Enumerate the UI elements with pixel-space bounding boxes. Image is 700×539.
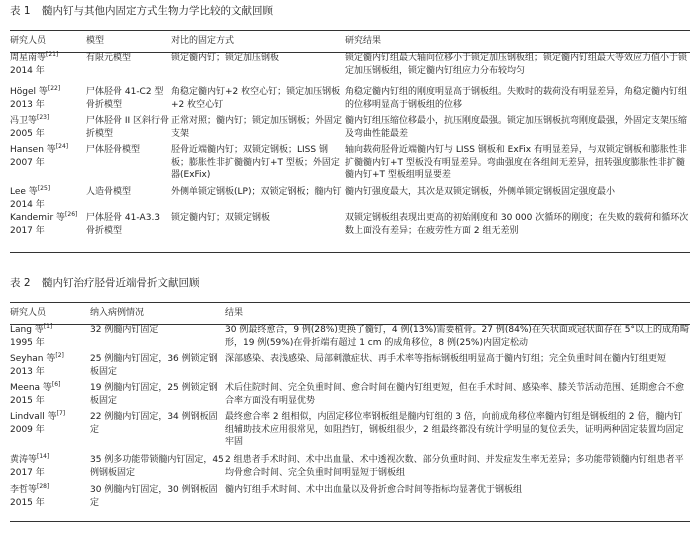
citation-ref: [1] xyxy=(43,323,53,330)
pub-year: 2017 年 xyxy=(10,467,45,478)
table1-header-results: 研究结果 xyxy=(345,36,382,47)
author-name: Högel 等 xyxy=(10,87,48,97)
table-row xyxy=(10,52,690,86)
author-cell xyxy=(10,454,90,484)
citation-ref: [28] xyxy=(37,483,50,490)
table1-caption xyxy=(10,4,273,18)
model-cell: 尸体胫骨 41-C2 型骨折模型 xyxy=(86,87,164,110)
results-cell: 锁定髓内钉组最大轴向位移小于锁定加压钢板组；锁定髓内钉组最大等效应力值小于锁定加压钢板组，锁定髓内钉组应力分布较均匀 xyxy=(345,53,688,76)
author-name: Lindvall 等 xyxy=(10,412,57,422)
table-row xyxy=(10,454,690,484)
citation-ref: [24] xyxy=(55,143,69,150)
cases-cell: 19 例髓内钉固定，25 例锁定钢板固定 xyxy=(90,383,218,406)
methods-cell: 角稳定髓内钉+2 枚空心钉；锁定加压钢板+2 枚空心钉 xyxy=(171,87,341,110)
pub-year: 2015 年 xyxy=(10,395,45,406)
table1 xyxy=(10,31,690,242)
table-row xyxy=(10,144,690,186)
methods-cell: 锁定髓内钉；锁定加压钢板 xyxy=(171,53,280,63)
cases-cell: 32 例髓内钉固定 xyxy=(90,325,159,335)
cases-cell: 30 例髓内钉固定，30 例钢板固定 xyxy=(90,485,218,508)
table2-title: 髓内钉治疗胫骨近端骨折文献回顾 xyxy=(42,277,200,289)
author-name: 李哲等 xyxy=(10,485,38,495)
results-cell: 2 组患者手术时间、术中出血量、术中透视次数、部分负重时间、并发症发生率无差异；多功能带锁髓内钉组患者平均骨愈合时间、完全负重时间明显短于钢板组 xyxy=(225,455,684,478)
pub-year: 2014 年 xyxy=(10,65,45,76)
citation-ref: [2] xyxy=(55,352,64,359)
author-cell xyxy=(10,484,90,510)
author-cell xyxy=(10,144,86,186)
author-cell xyxy=(10,212,86,242)
pub-year: 1995 年 xyxy=(10,337,45,348)
citation-ref: [21] xyxy=(46,51,59,58)
results-cell: 最终愈合率 2 组相似，内固定移位率钢板组是髓内钉组的 3 倍，向前成角移位率髓内钉组是钢板组的 2 倍，髓内钉组辅助技术应用很常见，如阻挡钉，钢板组很少，2 组最终都没有统计学明显的复位丢失，证明两种固定装置均固定牢固 xyxy=(225,412,684,447)
methods-cell: 锁定髓内钉；双锁定钢板 xyxy=(171,213,271,223)
author-name: 冯卫等 xyxy=(10,116,38,126)
cases-cell: 25 例髓内钉固定，36 例锁定钢板固定 xyxy=(90,354,218,377)
citation-ref: [22] xyxy=(47,85,61,92)
author-name: Lang 等 xyxy=(10,325,44,335)
table1-header-methods: 对比的固定方式 xyxy=(171,36,235,47)
author-cell xyxy=(10,353,90,382)
table1-title: 髓内钉与其他内固定方式生物力学比较的文献回顾 xyxy=(42,5,273,17)
table2-caption xyxy=(10,276,200,290)
author-cell xyxy=(10,382,90,411)
results-cell: 30 例最终愈合，9 例(28%)更换了髓钉，4 例(13%)需要植骨。27 例(84%)在矢状面或冠状面存在 5°以上的成角畸形，19 例(59%)在骨折端有超过 1 cm 的成角移位，8 例(25%)内固定松动 xyxy=(225,325,689,348)
table-row xyxy=(10,324,690,353)
citation-ref: [7] xyxy=(56,410,66,417)
table-row xyxy=(10,115,690,144)
author-cell xyxy=(10,52,86,86)
author-cell xyxy=(10,324,90,353)
table-row xyxy=(10,212,690,242)
author-name: Seyhan 等 xyxy=(10,354,56,364)
pub-year: 2009 年 xyxy=(10,424,45,435)
pub-year: 2013 年 xyxy=(10,99,45,110)
table-row xyxy=(10,186,690,212)
pub-year: 2007 年 xyxy=(10,157,45,168)
author-cell xyxy=(10,86,86,115)
table1-header-model: 模型 xyxy=(86,36,105,47)
model-cell: 有限元模型 xyxy=(86,53,132,63)
table2-number: 表 2 xyxy=(10,277,31,289)
citation-ref: [25] xyxy=(37,185,51,192)
citation-ref: [14] xyxy=(37,453,50,460)
results-cell: 术后住院时间、完全负重时间、愈合时间在髓内钉组更短，但在手术时间、感染率、膝关节活动范围、延期愈合不愈合率方面没有明显优势 xyxy=(225,383,685,406)
citation-ref: [6] xyxy=(51,381,61,388)
results-cell: 髓内钉组压缩位移最小，抗压刚度最强。锁定加压钢板抗弯刚度最强，外固定支架压缩及弯曲性能最差 xyxy=(345,116,688,139)
pub-year: 2017 年 xyxy=(10,225,45,236)
author-cell xyxy=(10,115,86,144)
table-row xyxy=(10,411,690,454)
table2-header-cases: 纳入病例情况 xyxy=(90,308,145,319)
results-cell: 双锁定钢板组表现出更高的初始刚度和 30 000 次循环的刚度；在失败的载荷和循环次数上面没有差异；在疲劳性方面 2 组无差别 xyxy=(345,213,689,236)
table2 xyxy=(10,303,690,510)
author-name: Kandemir 等 xyxy=(10,213,66,223)
pub-year: 2005 年 xyxy=(10,128,45,139)
pub-year: 2014 年 xyxy=(10,199,45,210)
pub-year: 2015 年 xyxy=(10,497,45,508)
results-cell: 髓内钉组手术时间、术中出血量以及骨折愈合时间等指标均显著优于钢板组 xyxy=(225,485,523,495)
author-name: Meena 等 xyxy=(10,383,52,393)
methods-cell: 外侧单锁定钢板(LP)；双锁定钢板；髓内钉 xyxy=(171,187,342,197)
table2-header-results: 结果 xyxy=(225,308,244,319)
author-cell xyxy=(10,411,90,454)
table1-header-author: 研究人员 xyxy=(10,36,47,47)
table1-bottom-rule xyxy=(10,252,690,253)
table2-header-row xyxy=(10,303,690,324)
cases-cell: 35 例多功能带锁髓内钉固定，45 例钢板固定 xyxy=(90,455,224,478)
results-cell: 髓内钉强度最大，其次是双锁定钢板，外侧单锁定钢板固定强度最小 xyxy=(345,187,616,197)
cases-cell: 22 例髓内钉固定，34 例钢板固定 xyxy=(90,412,218,435)
author-cell xyxy=(10,186,86,212)
table-row xyxy=(10,484,690,510)
table2-header-author: 研究人员 xyxy=(10,308,47,319)
citation-ref: [26] xyxy=(65,211,78,218)
table-row xyxy=(10,86,690,115)
table-row xyxy=(10,353,690,382)
model-cell: 尸体胫骨模型 xyxy=(86,145,141,155)
author-name: Hansen 等 xyxy=(10,145,56,155)
results-cell: 深部感染、表浅感染、局部刺激症状、再手术率等指标钢板组明显高于髓内钉组；完全负重时间在髓内钉组更短 xyxy=(225,354,667,364)
pub-year: 2013 年 xyxy=(10,366,45,377)
author-name: 黄涛等 xyxy=(10,455,38,465)
methods-cell: 胫骨近端髓内钉；双锁定钢板；LISS 钢板；膨胀性非扩髓髓内钉+T 型板；外固定器(ExFix) xyxy=(171,145,340,180)
results-cell: 轴向载荷胫骨近端髓内钉与 LISS 钢板和 ExFix 有明显差异，与双锁定钢板和膨胀性非扩髓髓内钉+T 型板没有明显差异。弯曲强度在各组间无差异，扭转强度膨胀性非扩髓髓内钉+T 型板组明显要差 xyxy=(345,145,687,180)
results-cell: 角稳定髓内钉组的刚度明显高于钢板组。失败时的载荷没有明显差异，角稳定髓内钉组的位移明显高于钢板组的位移 xyxy=(345,87,688,110)
citation-ref: [23] xyxy=(37,114,50,121)
model-cell: 人造骨模型 xyxy=(86,187,132,197)
methods-cell: 正常对照；髓内钉；锁定加压钢板；外固定支架 xyxy=(171,116,343,139)
table2-bottom-rule xyxy=(10,521,690,522)
table-row xyxy=(10,382,690,411)
author-name: 周星南等 xyxy=(10,53,47,63)
model-cell: 尸体胫骨 41-A3.3 骨折模型 xyxy=(86,213,161,236)
author-name: Lee 等 xyxy=(10,187,38,197)
table1-header-row xyxy=(10,31,690,52)
model-cell: 尸体胫骨 II 区斜行骨折模型 xyxy=(86,116,170,139)
table1-number: 表 1 xyxy=(10,5,31,17)
